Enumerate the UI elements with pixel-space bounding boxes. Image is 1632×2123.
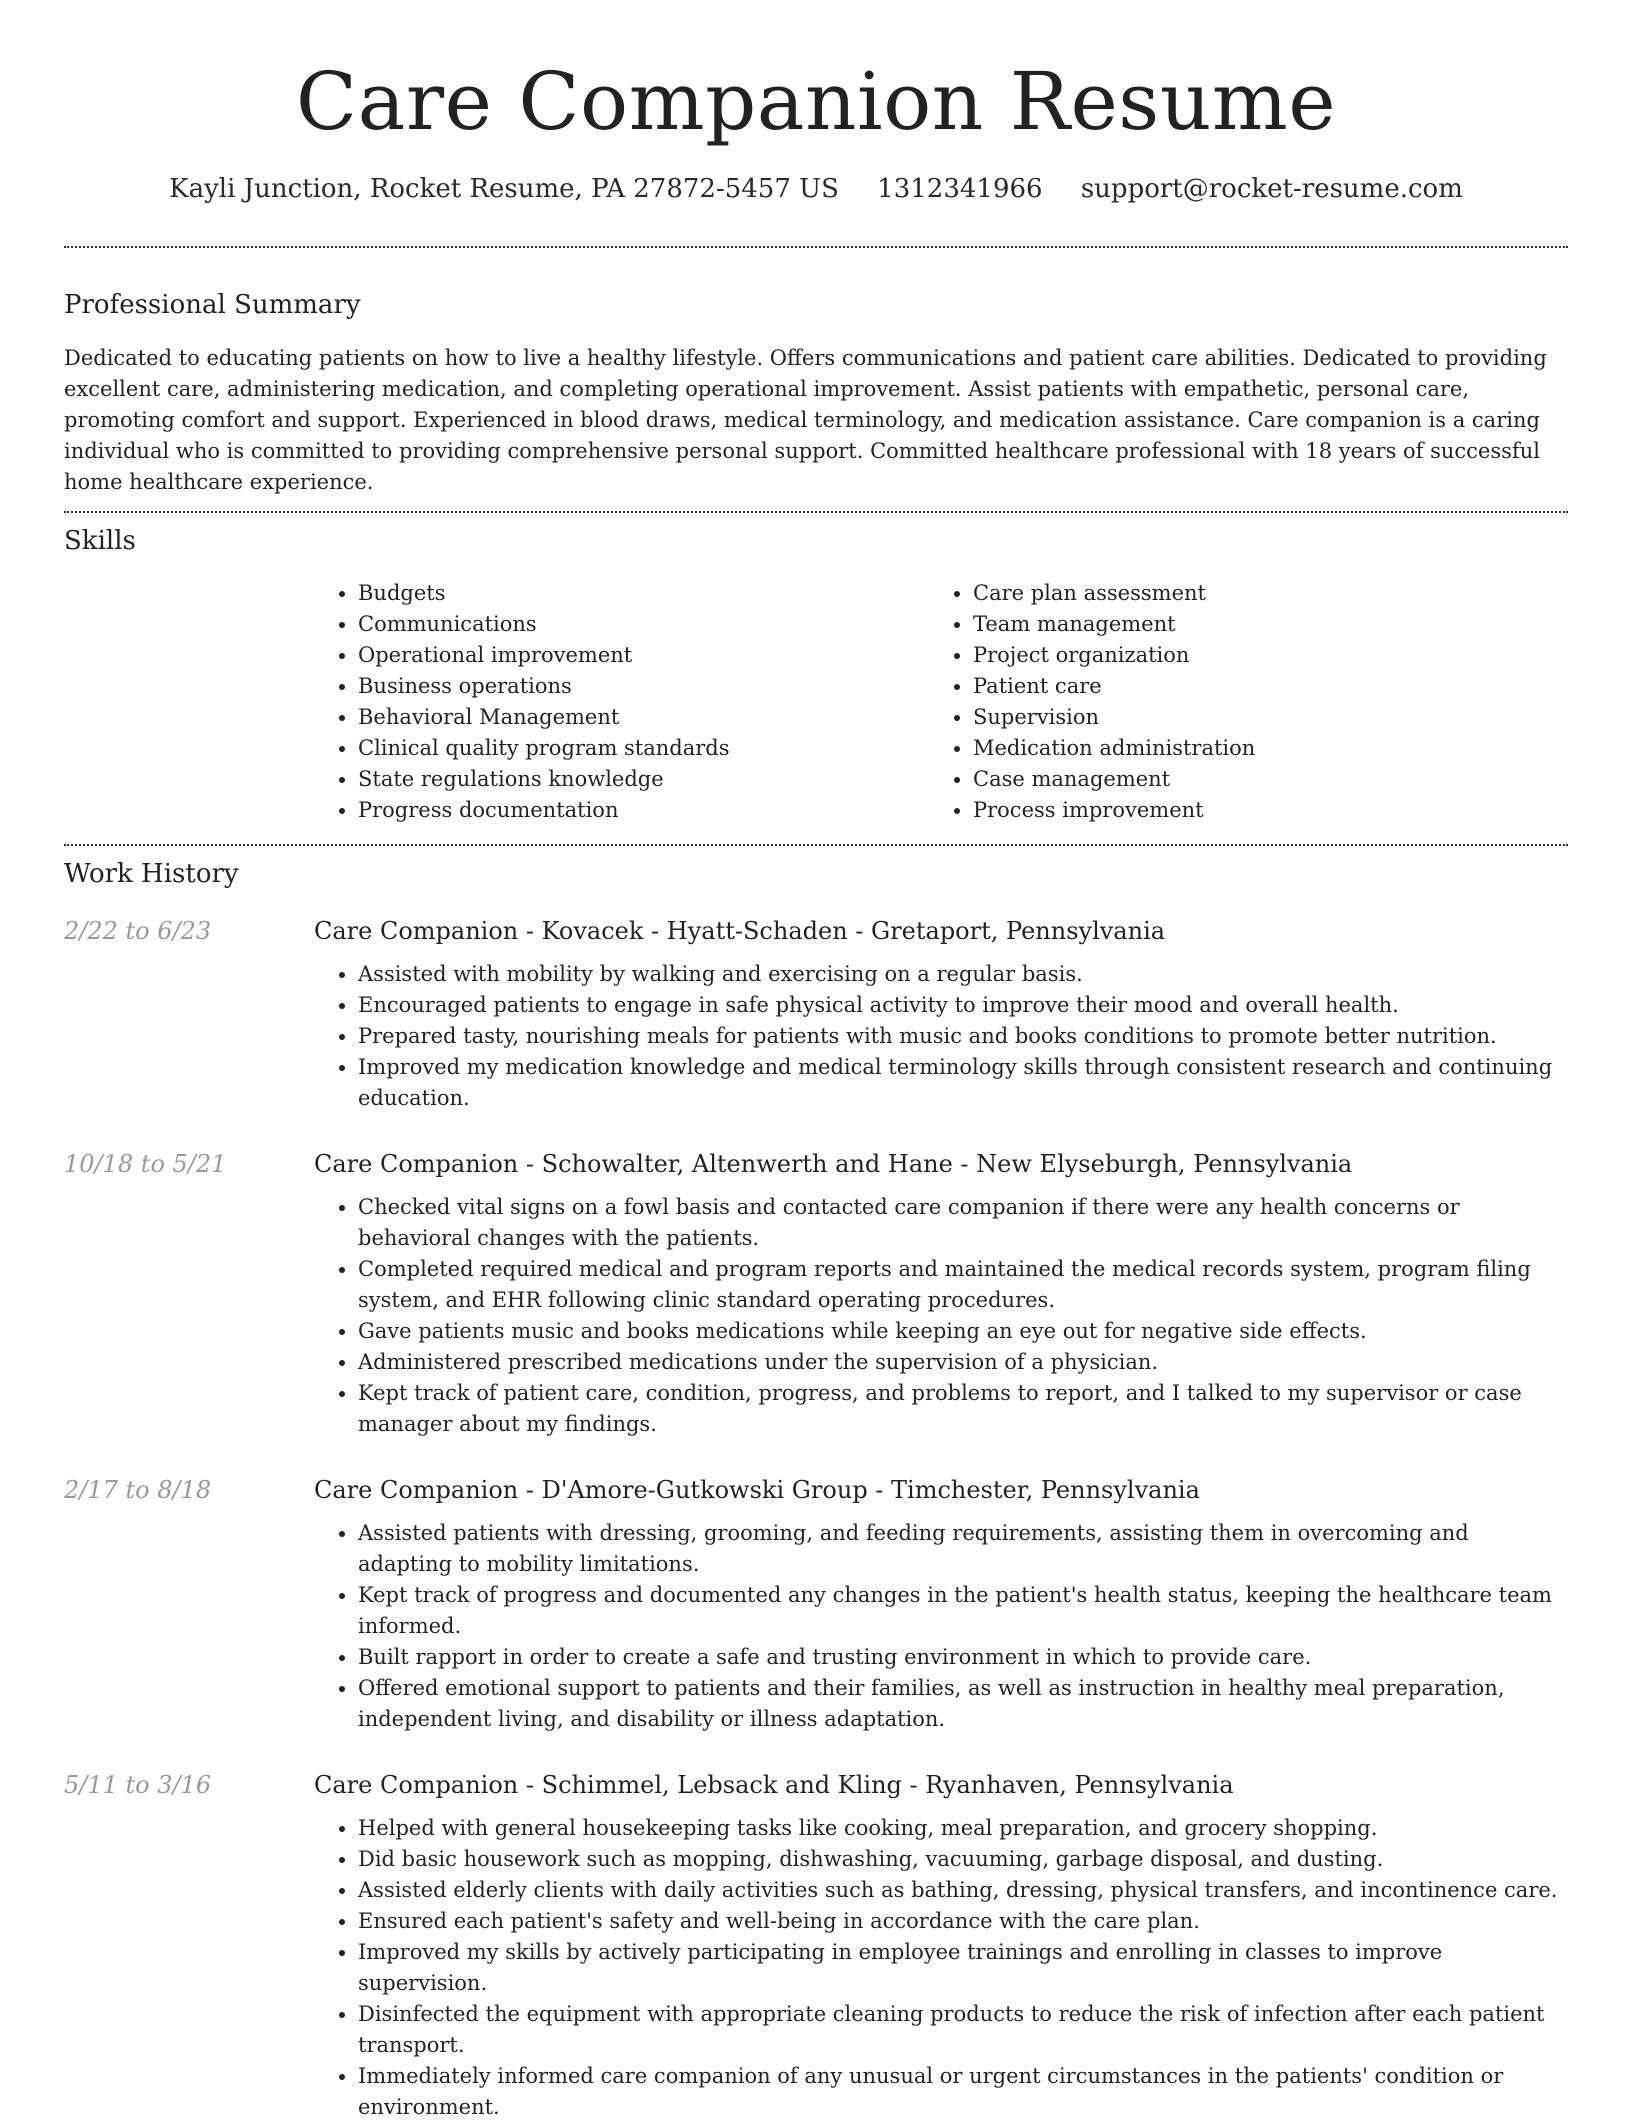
skill-item: • Business operations	[358, 671, 929, 702]
job-bullet: • Ensured each patient's safety and well-being in accordance with the care plan.	[358, 1906, 1568, 1937]
job-bullet: • Assisted with mobility by walking and exercising on a regular basis.	[358, 959, 1568, 990]
skill-item: • Medication administration	[973, 733, 1544, 764]
contact-email: support@rocket-resume.com	[1080, 174, 1463, 204]
job-entry	[64, 1769, 1568, 2123]
skills-section	[64, 524, 1568, 826]
job-entry	[64, 1148, 1568, 1440]
job-bullet: • Disinfected the equipment with appropriate cleaning products to reduce the risk of infection after each patient transport.	[358, 1999, 1568, 2061]
job-dates: 2/17 to 8/18	[64, 1476, 212, 1504]
job-bullet: • Assisted elderly clients with daily activities such as bathing, dressing, physical transfers, and incontinence care.	[358, 1875, 1568, 1906]
skill-item: • Care plan assessment	[973, 578, 1544, 609]
divider	[64, 246, 1568, 248]
skill-item: • Progress documentation	[358, 795, 929, 826]
job-bullet: • Kept track of progress and documented any changes in the patient's health status, keeping the healthcare team informed.	[358, 1580, 1568, 1642]
skill-item: • Patient care	[973, 671, 1544, 702]
job-bullet: • Built rapport in order to create a safe and trusting environment in which to provide care.	[358, 1642, 1568, 1673]
resume-page	[64, 0, 1568, 2123]
job-title: Care Companion - Schowalter, Altenwerth and Hane - New Elyseburgh, Pennsylvania	[314, 1150, 1353, 1178]
skill-item: • Process improvement	[973, 795, 1544, 826]
job-bullets	[314, 1518, 1568, 1735]
resume-title: Care Companion Resume	[295, 55, 1337, 148]
job-bullet: • Improved my medication knowledge and medical terminology skills through consistent research and continuing education.	[358, 1052, 1568, 1114]
job-dates: 2/22 to 6/23	[64, 917, 212, 945]
job-bullet: • Did basic housework such as mopping, dishwashing, vacuuming, garbage disposal, and dusting.	[358, 1844, 1568, 1875]
skill-item: • Clinical quality program standards	[358, 733, 929, 764]
job-bullet: • Kept track of patient care, condition, progress, and problems to report, and I talked to my supervisor or case manager about my findings.	[358, 1378, 1568, 1440]
job-bullet: • Prepared tasty, nourishing meals for patients with music and books conditions to promote better nutrition.	[358, 1021, 1568, 1052]
job-details	[314, 1769, 1568, 2123]
skill-item: • Supervision	[973, 702, 1544, 733]
contact-line	[64, 172, 1568, 206]
job-entry	[64, 1474, 1568, 1735]
summary-heading: Professional Summary	[64, 290, 361, 320]
skills-columns	[314, 578, 1568, 826]
job-bullet: • Immediately informed care companion of any unusual or urgent circumstances in the patients' condition or environment.	[358, 2061, 1568, 2123]
job-bullet: • Administered prescribed medications under the supervision of a physician.	[358, 1347, 1568, 1378]
contact-phone: 1312341966	[877, 174, 1043, 204]
job-title: Care Companion - D'Amore-Gutkowski Group - Timchester, Pennsylvania	[314, 1476, 1200, 1504]
job-details	[314, 1474, 1568, 1735]
skill-item: • Team management	[973, 609, 1544, 640]
summary-text: Dedicated to educating patients on how to live a healthy lifestyle. Offers communications and patient care abilities. Dedicated to providing excellent care, administering medication, and completing operational improvement. Assist patients with empathetic, personal care, promoting comfort and support. Experienced in blood draws, medical terminology, and medication assistance. Care companion is a caring individual who is committed to providing comprehensive personal support. Committed healthcare professional with 18 years of successful home healthcare experience.	[64, 346, 1547, 494]
skill-item: • Behavioral Management	[358, 702, 929, 733]
divider	[64, 511, 1568, 513]
job-bullets	[314, 959, 1568, 1114]
job-entry	[64, 915, 1568, 1114]
contact-address: Kayli Junction, Rocket Resume, PA 27872-5457 US	[169, 174, 839, 204]
job-bullets	[314, 1192, 1568, 1440]
skill-item: • Project organization	[973, 640, 1544, 671]
job-bullets	[314, 1813, 1568, 2123]
skill-item: • Budgets	[358, 578, 929, 609]
job-bullet: • Encouraged patients to engage in safe physical activity to improve their mood and overall health.	[358, 990, 1568, 1021]
job-dates: 5/11 to 3/16	[64, 1771, 212, 1799]
job-details	[314, 1148, 1568, 1440]
skill-item: • Operational improvement	[358, 640, 929, 671]
skills-heading: Skills	[64, 526, 136, 556]
job-dates: 10/18 to 5/21	[64, 1150, 227, 1178]
job-bullet: • Checked vital signs on a fowl basis and contacted care companion if there were any health concerns or behavioral changes with the patients.	[358, 1192, 1568, 1254]
job-title: Care Companion - Kovacek - Hyatt-Schaden - Gretaport, Pennsylvania	[314, 917, 1166, 945]
skills-column-left	[314, 578, 929, 826]
divider	[64, 844, 1568, 846]
job-bullet: • Gave patients music and books medications while keeping an eye out for negative side effects.	[358, 1316, 1568, 1347]
skill-item: • Communications	[358, 609, 929, 640]
skills-column-right	[929, 578, 1544, 826]
job-bullet: • Helped with general housekeeping tasks like cooking, meal preparation, and grocery shopping.	[358, 1813, 1568, 1844]
job-details	[314, 915, 1568, 1114]
summary-section	[64, 288, 1568, 498]
job-title: Care Companion - Schimmel, Lebsack and Kling - Ryanhaven, Pennsylvania	[314, 1771, 1234, 1799]
job-bullet: • Improved my skills by actively participating in employee trainings and enrolling in classes to improve supervision.	[358, 1937, 1568, 1999]
work-history-heading: Work History	[64, 859, 239, 889]
skill-item: • State regulations knowledge	[358, 764, 929, 795]
job-bullet: • Assisted patients with dressing, grooming, and feeding requirements, assisting them in overcoming and adapting to mobility limitations.	[358, 1518, 1568, 1580]
skills-list-right	[929, 578, 1544, 826]
job-bullet: • Offered emotional support to patients and their families, as well as instruction in healthy meal preparation, independent living, and disability or illness adaptation.	[358, 1673, 1568, 1735]
job-bullet: • Completed required medical and program reports and maintained the medical records system, program filing system, and EHR following clinic standard operating procedures.	[358, 1254, 1568, 1316]
skills-list-left	[314, 578, 929, 826]
work-history-section	[64, 857, 1568, 2123]
skill-item: • Case management	[973, 764, 1544, 795]
